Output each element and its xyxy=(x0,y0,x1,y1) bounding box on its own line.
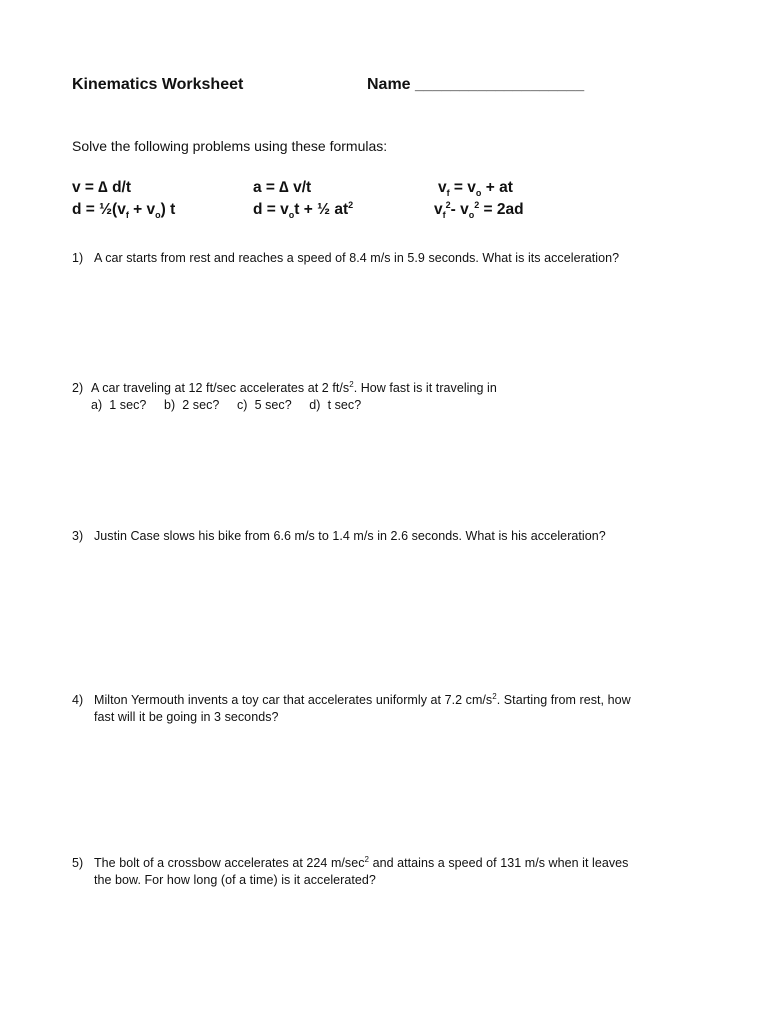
problem-2 xyxy=(72,380,497,414)
problem-text-continued: the bow. For how long (of a time) is it accelerated? xyxy=(94,873,376,887)
instructions-text: Solve the following problems using these formulas: xyxy=(72,138,388,154)
problem-text: Milton Yermouth invents a toy car that accelerates uniformly at 7.2 $cm/s^2$. Starting from rest, how xyxy=(94,691,631,707)
problem-text: A car traveling at 12 ft/sec accelerates at 2 $ft/s^2$. How fast is it traveling in xyxy=(91,379,497,395)
problem-number: 1) xyxy=(72,251,84,265)
problem-1 xyxy=(72,250,619,267)
worksheet-title: Kinematics Worksheet xyxy=(72,76,244,93)
problem-number: 3) xyxy=(72,529,84,543)
problem-text-continued: fast will it be going in 3 seconds? xyxy=(94,710,279,724)
formula-average-distance: $d = \frac{1}{2}(v_f + v_o)$ t xyxy=(72,201,176,221)
name-field-label: Name ___________________ xyxy=(367,76,585,93)
problem-subparts: a) 1 sec? b) 2 sec? c) 5 sec? d) t sec? xyxy=(91,398,362,412)
problem-number: 4) xyxy=(72,693,84,707)
formula-velocity: v = ∆ d/t xyxy=(72,179,132,196)
formula-velocity-squared: $v_f^2-$ $v_o^2 = 2ad$ xyxy=(434,199,524,221)
formula-displacement: $d = v_ot$ + ½ $at^2$ xyxy=(253,199,354,221)
problem-4 xyxy=(72,692,631,726)
problem-5 xyxy=(72,855,628,889)
problem-text: The bolt of a crossbow accelerates at 224 $m/\sec^2$ and attains a speed of 131 m/s when it leaves xyxy=(94,854,629,870)
problem-text: A car starts from rest and reaches a speed of 8.4 m/s in 5.9 seconds. What is its acceleration? xyxy=(94,251,620,265)
problem-text: Justin Case slows his bike from 6.6 m/s to 1.4 m/s in 2.6 seconds. What is his acceleration? xyxy=(94,529,606,543)
problem-number: 2) xyxy=(72,381,84,395)
formula-final-velocity: $v_f = v_o$ + at xyxy=(438,179,513,199)
problem-number: 5) xyxy=(72,856,84,870)
problem-3 xyxy=(72,528,606,545)
formula-acceleration: a = ∆ v/t xyxy=(253,179,312,196)
